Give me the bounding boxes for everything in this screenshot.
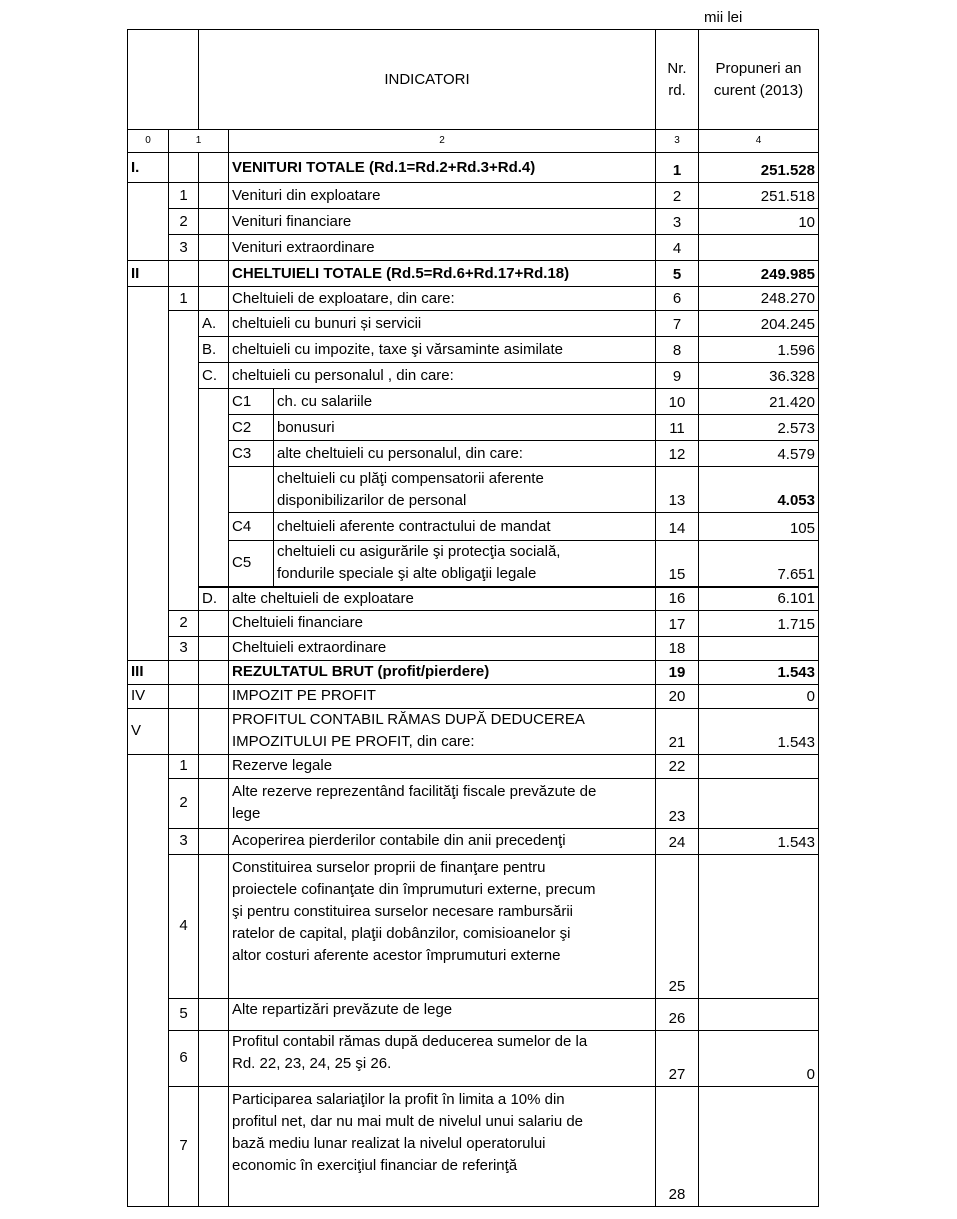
budget-table	[127, 29, 819, 1207]
table-row: A. cheltuieli cu bunuri și servicii 7 204.245	[128, 311, 819, 337]
table-row: C1 ch. cu salariile 10 21.420	[128, 389, 819, 415]
table-row: 3 Acoperirea pierderilor contabile din anii precedenţi 24 1.543	[128, 828, 819, 854]
unit-label: mii lei	[704, 9, 743, 26]
header-nr: Nr. rd.	[656, 30, 699, 130]
table-row: 5 Alte repartizări prevăzute de lege 26	[128, 998, 819, 1030]
table-row: 2 Alte rezerve reprezentând facilităţi fiscale prevăzute de lege 23	[128, 778, 819, 828]
header-propuneri: Propuneri an curent (2013)	[699, 30, 819, 130]
table-row: C3 alte cheltuieli cu personalul, din care: 12 4.579	[128, 441, 819, 467]
table-row: 4 Constituirea surselor proprii de finanţare pentru proiectele cofinanţate din împrumuturi externe, precum şi pentru constituirea surselor necesare rambursării ratelor de capital, plaţii dobânzilor, comisioanelor şi altor costuri aferente acestor împrumuturi externe 25	[128, 854, 819, 998]
table-row: 1 Rezerve legale 22	[128, 754, 819, 778]
table-row: 7 Participarea salariaţilor la profit în limita a 10% din profitul net, dar nu mai mult de nivelul unui salariu de bază mediu lunar realizat la nivelul operatorului economic în exerciţiul financiar de referinţă 28	[128, 1086, 819, 1206]
table-row: 3 Cheltuieli extraordinare 18	[128, 636, 819, 660]
header-indicatori: INDICATORI	[199, 30, 656, 130]
table-row: 2 Venituri financiare 3 10	[128, 209, 819, 235]
table-row: I. VENITURI TOTALE (Rd.1=Rd.2+Rd.3+Rd.4) 1 251.528	[128, 153, 819, 183]
header-row	[128, 30, 819, 130]
table-row: D. alte cheltuieli de exploatare 16 6.101	[128, 587, 819, 611]
index-row: 0 1 2 3 4	[128, 130, 819, 153]
table-row: C4 cheltuieli aferente contractului de mandat 14 105	[128, 513, 819, 541]
table-row: B. cheltuieli cu impozite, taxe şi vărsaminte asimilate 8 1.596	[128, 337, 819, 363]
table-row: 2 Cheltuieli financiare 17 1.715	[128, 610, 819, 636]
table-row: C2 bonusuri 11 2.573	[128, 415, 819, 441]
table-row: cheltuieli cu plăţi compensatorii aferente disponibilizarilor de personal 13 4.053	[128, 467, 819, 513]
table-row: 1 Cheltuieli de exploatare, din care: 6 248.270	[128, 287, 819, 311]
table-row: IV IMPOZIT PE PROFIT 20 0	[128, 684, 819, 708]
table-row: 3 Venituri extraordinare 4	[128, 235, 819, 261]
table-row: II CHELTUIELI TOTALE (Rd.5=Rd.6+Rd.17+Rd.18) 5 249.985	[128, 261, 819, 287]
table-row: 1 Venituri din exploatare 2 251.518	[128, 183, 819, 209]
table-row: 6 Profitul contabil rămas după deducerea sumelor de la Rd. 22, 23, 24, 25 şi 26. 27 0	[128, 1030, 819, 1086]
table-row: III REZULTATUL BRUT (profit/pierdere) 19 1.543	[128, 660, 819, 684]
table-row: V PROFITUL CONTABIL RĂMAS DUPĂ DEDUCEREA IMPOZITULUI PE PROFIT, din care: 21 1.543	[128, 708, 819, 754]
table-row: C. cheltuieli cu personalul , din care: 9 36.328	[128, 363, 819, 389]
table-row: C5 cheltuieli cu asigurările şi protecţia socială, fondurile speciale şi alte obligaţii legale 15 7.651	[128, 541, 819, 587]
